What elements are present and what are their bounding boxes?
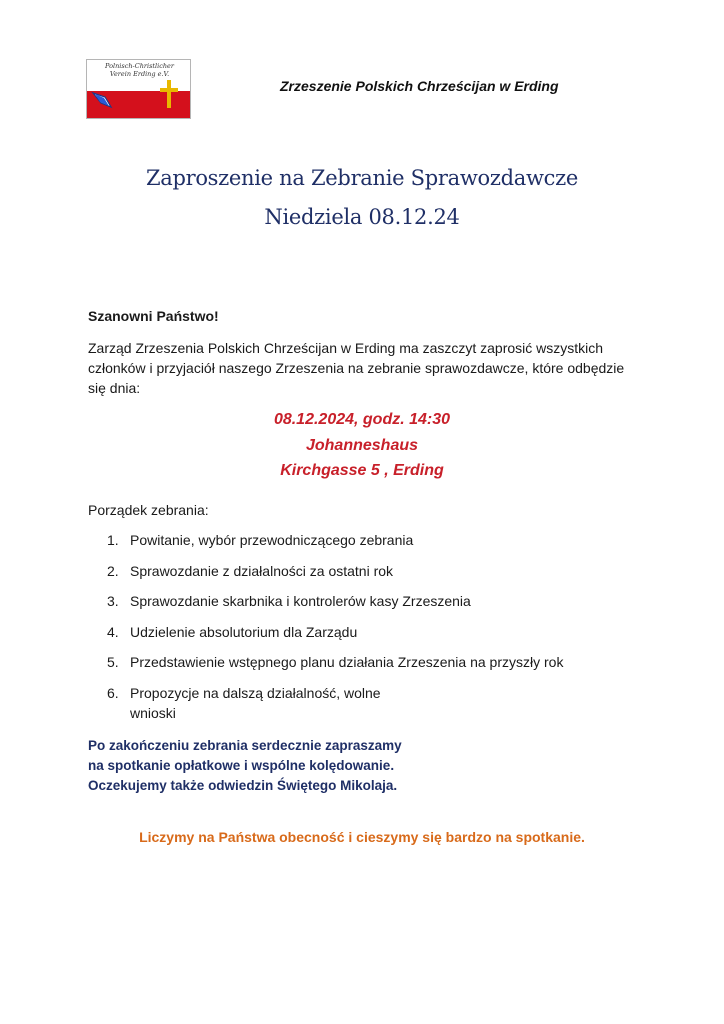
- intro-line-1: Zarząd Zrzeszenia Polskich Chrześcijan w Erding ma zaszczyt zaprosić wszystkich: [88, 340, 604, 356]
- cross-icon: [159, 80, 179, 108]
- agenda-title: Porządek zebrania:: [88, 502, 209, 518]
- agenda-item-text: Propozycje na dalszą działalność, wolne wnioski: [130, 684, 381, 721]
- agenda-item-text: Sprawozdanie skarbnika i kontrolerów kasy Zrzeszenia: [130, 593, 471, 609]
- event-address: Kirchgasse 5 , Erding: [280, 462, 444, 479]
- event-datetime: 08.12.2024, godz. 14:30: [273, 411, 451, 428]
- intro-line-3: się dnia:: [88, 380, 141, 396]
- agenda-item-text: Udzielenie absolutorium dla Zarządu: [130, 623, 358, 640]
- agenda-item-text: Sprawozdanie z działalności za ostatni rok: [130, 562, 394, 579]
- agenda-item-number: 4.: [107, 623, 119, 640]
- intro-paragraph: [88, 338, 648, 398]
- logo-text: [87, 62, 191, 78]
- closing-line-2: na spotkanie opłatkowe i wspólne kolędowanie.: [88, 758, 395, 773]
- agenda-item-text: Przedstawienie wstępnego planu działania Zrzeszenia na przyszły rok: [130, 654, 564, 670]
- agenda-item-number: 1.: [107, 532, 119, 548]
- document-date-title: Niedziela 08.12.24: [264, 205, 460, 229]
- logo-text-line-1: Polnisch-Christlicher: [105, 62, 174, 70]
- agenda-item: [107, 683, 400, 723]
- agenda-item: [107, 561, 567, 581]
- agenda-item: [107, 591, 567, 611]
- logo-text-line-2: Verein Erding e.V.: [109, 70, 170, 78]
- final-message: Liczymy na Państwa obecność i cieszymy się bardzo na spotkanie.: [139, 829, 585, 845]
- agenda-item: [107, 530, 567, 550]
- document-title: Zaproszenie na Zebranie Sprawozdawcze: [145, 166, 579, 190]
- closing-paragraph: [88, 736, 402, 796]
- bird-icon: [91, 89, 115, 111]
- agenda-item-number: 2.: [107, 562, 119, 579]
- agenda-item-number: 3.: [107, 593, 119, 609]
- event-place: Johanneshaus: [305, 437, 419, 454]
- closing-line-1: Po zakończeniu zebrania serdecznie zapraszamy: [88, 738, 402, 753]
- salutation: Szanowni Państwo!: [88, 308, 219, 324]
- agenda-item: [107, 652, 567, 672]
- agenda-item-number: 5.: [107, 654, 119, 670]
- agenda-item-number: 6.: [107, 684, 119, 701]
- intro-line-2: członków i przyjaciół naszego Zrzeszenia na zebranie sprawozdawcze, które odbędzie: [88, 360, 625, 376]
- organization-logo: [86, 59, 191, 119]
- agenda-list: [107, 530, 567, 733]
- closing-line-3: Oczekujemy także odwiedzin Świętego Mikolaja.: [88, 778, 398, 793]
- agenda-item: [107, 622, 567, 642]
- agenda-item-text: Powitanie, wybór przewodniczącego zebrania: [130, 532, 414, 548]
- organization-name: Zrzeszenie Polskich Chrześcijan w Erding: [280, 78, 559, 94]
